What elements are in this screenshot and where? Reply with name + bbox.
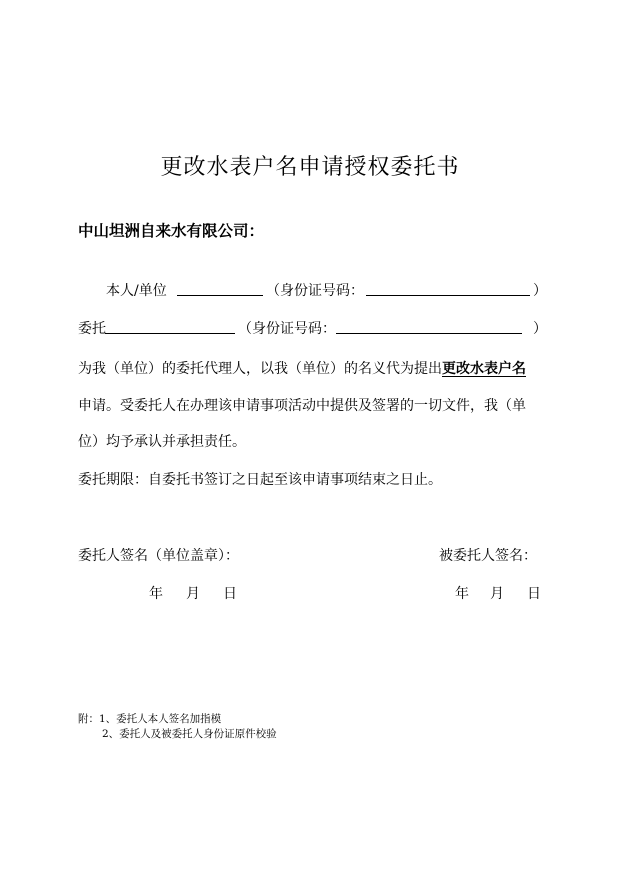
left-date-month: 月	[186, 586, 200, 602]
principal-signature-label: 委托人签名（单位盖章）：	[78, 548, 239, 564]
left-date-day: 日	[223, 586, 237, 602]
paragraph-line-2: 申请。受委托人在办理该申请事项活动中提供及签署的一切文件，我（单	[78, 398, 526, 414]
left-date-year: 年	[149, 586, 163, 602]
agent-name-blank[interactable]	[105, 319, 235, 334]
authorization-term: 委托期限：自委托书签订之日起至该申请事项结束之日止。	[78, 472, 442, 488]
right-date-year: 年	[455, 586, 469, 602]
right-date-month: 月	[490, 586, 504, 602]
note-2: 2、委托人及被委托人身份证原件校验	[102, 728, 277, 740]
application-type-emphasis: 更改水表户名	[442, 361, 526, 377]
paragraph-line-1	[78, 358, 526, 378]
agent-id-open: （身份证号码：	[238, 321, 336, 337]
agent-label: 委托	[78, 321, 106, 337]
paragraph-line-1-text: 为我（单位）的委托代理人，以我（单位）的名义代为提出	[78, 361, 442, 377]
principal-id-open: （身份证号码：	[266, 283, 364, 299]
note-1: 附：1、委托人本人签名加指模	[78, 713, 222, 725]
agent-id-blank[interactable]	[336, 319, 522, 334]
addressee: 中山坦洲自来水有限公司：	[78, 222, 265, 240]
right-date-day: 日	[527, 586, 541, 602]
document-title: 更改水表户名申请授权委托书	[160, 155, 460, 180]
paragraph-line-3: 位）均予承认并承担责任。	[78, 434, 246, 450]
principal-id-close: ）	[533, 283, 547, 299]
principal-id-blank[interactable]	[366, 281, 530, 296]
agent-signature-label: 被委托人签名：	[439, 548, 537, 564]
agent-id-close: ）	[533, 321, 547, 337]
principal-label: 本人/单位	[106, 283, 167, 299]
principal-name-blank[interactable]	[177, 281, 263, 296]
